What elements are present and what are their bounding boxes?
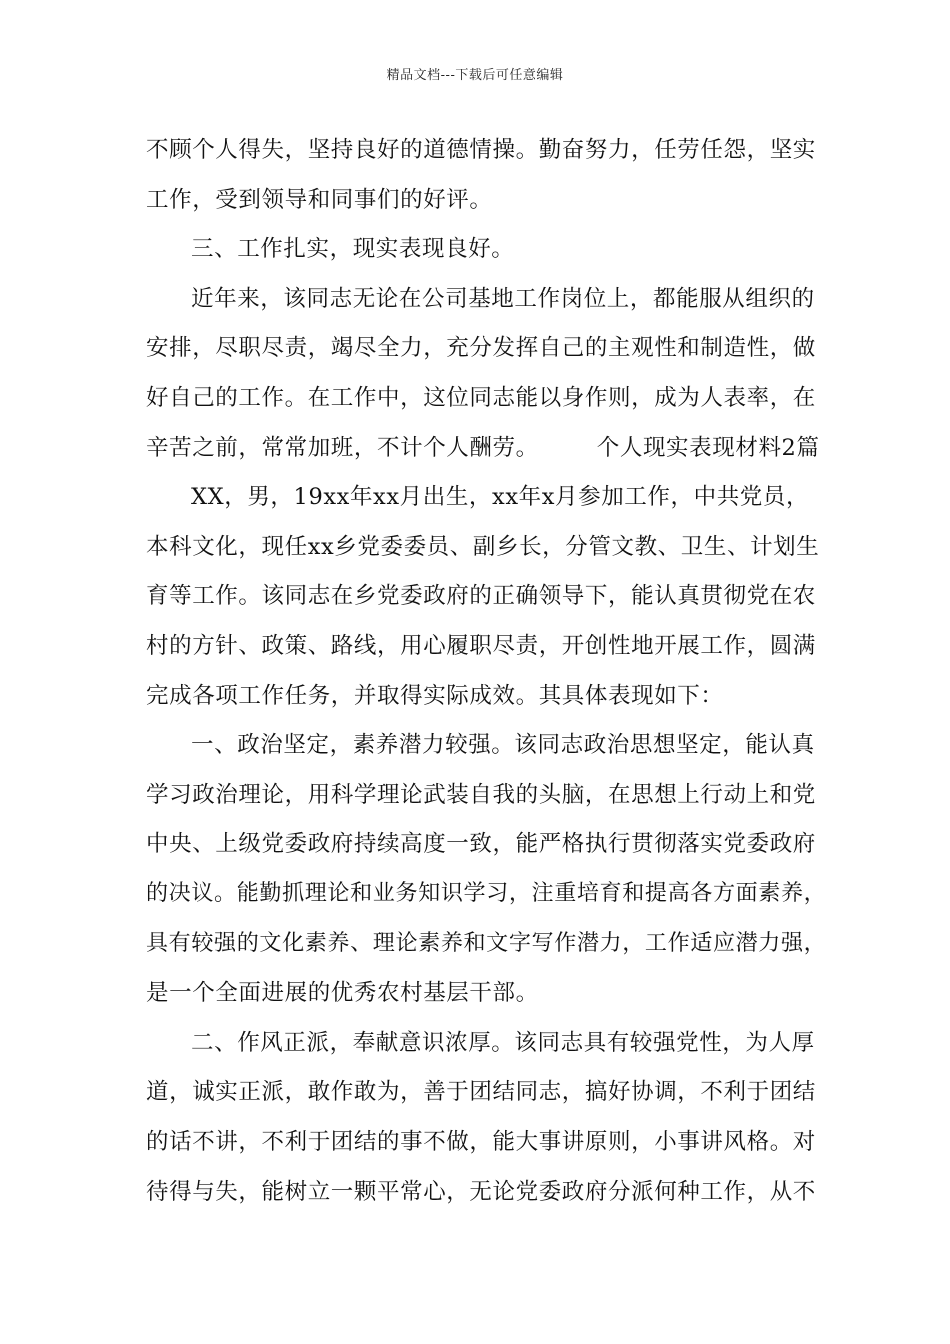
text-line: 具有较强的文化素养、理论素养和文字写作潜力，工作适应潜力强， (146, 930, 827, 956)
text-line: 不顾个人得失，坚持良好的道德情操。勤奋努力，任劳任怨，坚实 (146, 137, 816, 163)
text-line: XX，男，19xx年xx月出生，xx年x月参加工作，中共党员， (191, 484, 810, 511)
page-header: 精品文档---下载后可任意编辑 (386, 68, 564, 83)
text-line: 辛苦之前，常常加班，不计个人酬劳。 个人现实表现材料2篇 (146, 434, 820, 461)
text-line: 安排，尽职尽责，竭尽全力，充分发挥自己的主观性和制造性，做 (146, 335, 816, 362)
text-line: 三、工作扎实，现实表现良好。 (191, 236, 515, 263)
text-line: 是一个全面进展的优秀农村基层干部。 (146, 980, 539, 1007)
text-line: 本科文化，现任xx乡党委委员、副乡长，分管文教、卫生、计划生 (146, 533, 820, 560)
text-line: 近年来，该同志无论在公司基地工作岗位上，都能服从组织的 (191, 285, 815, 312)
text-line: 的决议。能勤抓理论和业务知识学习，注重培育和提高各方面素养， (146, 881, 827, 906)
text-line: 村的方针、政策、路线，用心履职尽责，开创性地开展工作，圆满 (146, 633, 816, 659)
text-line: 一、政治坚定，素养潜力较强。该同志政治思想坚定，能认真 (191, 732, 815, 759)
text-line: 完成各项工作任务，并取得实际成效。其具体表现如下： (146, 682, 724, 709)
text-line: 二、作风正派，奉献意识浓厚。该同志具有较强党性，为人厚 (191, 1029, 815, 1056)
text-line: 学习政治理论，用科学理论武装自我的头脑，在思想上行动上和党 (146, 781, 816, 808)
text-line: 待得与失，能树立一颗平常心，无论党委政府分派何种工作，从不 (146, 1178, 816, 1205)
text-line: 好自己的工作。在工作中，这位同志能以身作则，成为人表率，在 (146, 385, 816, 411)
text-line: 中央、上级党委政府持续高度一致，能严格执行贯彻落实党委政府 (146, 831, 816, 858)
text-line: 的话不讲，不利于团结的事不做，能大事讲原则，小事讲风格。对 (146, 1129, 816, 1155)
text-line: 工作，受到领导和同事们的好评。 (146, 186, 493, 213)
text-line: 道，诚实正派，敢作敢为，善于团结同志，搞好协调，不利于团结 (146, 1079, 816, 1106)
text-line: 育等工作。该同志在乡党委政府的正确领导下，能认真贯彻党在农 (146, 583, 816, 610)
